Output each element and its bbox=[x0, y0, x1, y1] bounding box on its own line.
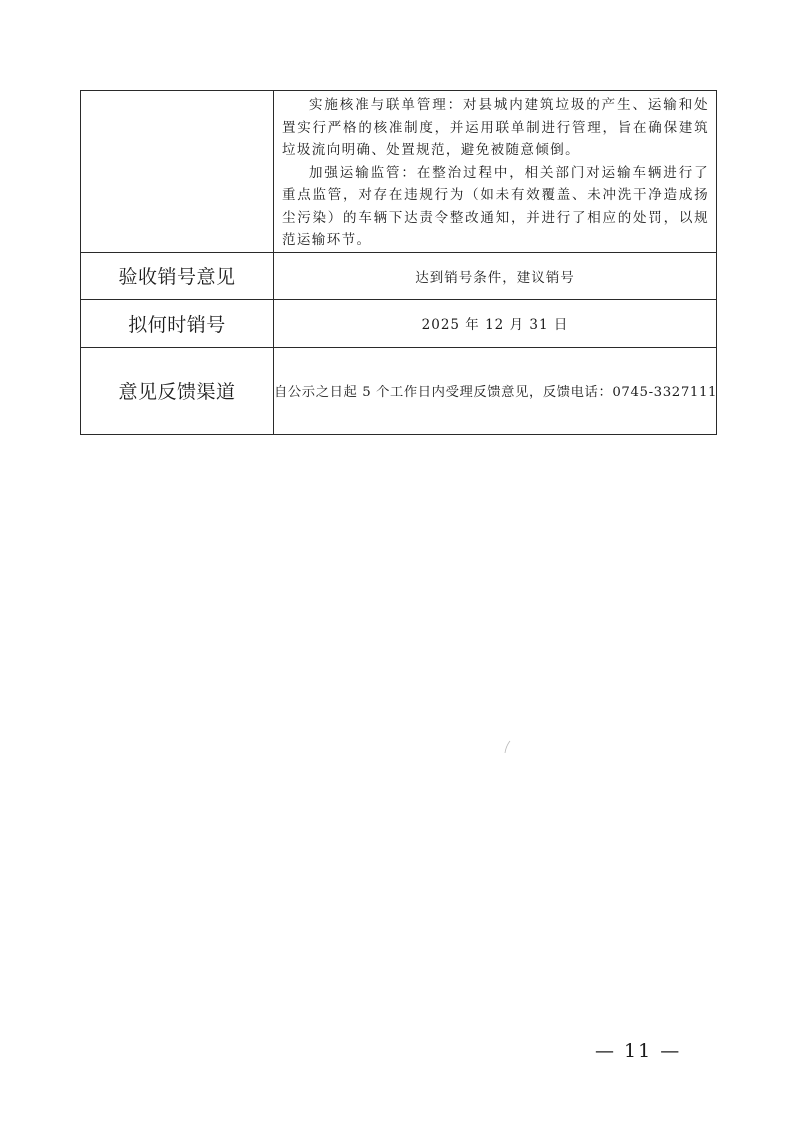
rectification-table bbox=[80, 90, 717, 435]
feedback-channel-cell bbox=[274, 347, 717, 434]
table-row-planned-date bbox=[81, 299, 717, 347]
table-row-feedback-channel bbox=[81, 347, 717, 434]
feedback-channel-value: 自公示之日起 5 个工作日内受理反馈意见，反馈电话：0745-3327111 bbox=[274, 385, 718, 400]
measures-label-cell bbox=[81, 91, 274, 253]
planned-date-label: 拟何时销号 bbox=[81, 299, 274, 347]
measures-content-cell bbox=[274, 91, 717, 253]
scan-speck-mark bbox=[503, 740, 513, 754]
acceptance-opinion-label: 验收销号意见 bbox=[81, 252, 274, 299]
feedback-channel-label: 意见反馈渠道 bbox=[81, 347, 274, 434]
table-row-measures bbox=[81, 91, 717, 253]
acceptance-opinion-value: 达到销号条件，建议销号 bbox=[274, 252, 717, 299]
measure-paragraph-transport: 加强运输监管：在整治过程中，相关部门对运输车辆进行了重点监管，对存在违规行为（如未有效覆盖、未冲洗干净造成扬尘污染）的车辆下达责令整改通知，并进行了相应的处罚，以规范运输环节。 bbox=[282, 164, 709, 248]
page-number: — 11 — bbox=[595, 1040, 682, 1062]
planned-date-value: 2025 年 12 月 31 日 bbox=[274, 299, 717, 347]
table-row-acceptance-opinion bbox=[81, 252, 717, 299]
measure-paragraph-approval: 实施核准与联单管理：对县城内建筑垃圾的产生、运输和处置实行严格的核准制度，并运用联单制进行管理，旨在确保建筑垃圾流向明确、处置规范，避免被随意倾倒。 bbox=[282, 97, 709, 158]
